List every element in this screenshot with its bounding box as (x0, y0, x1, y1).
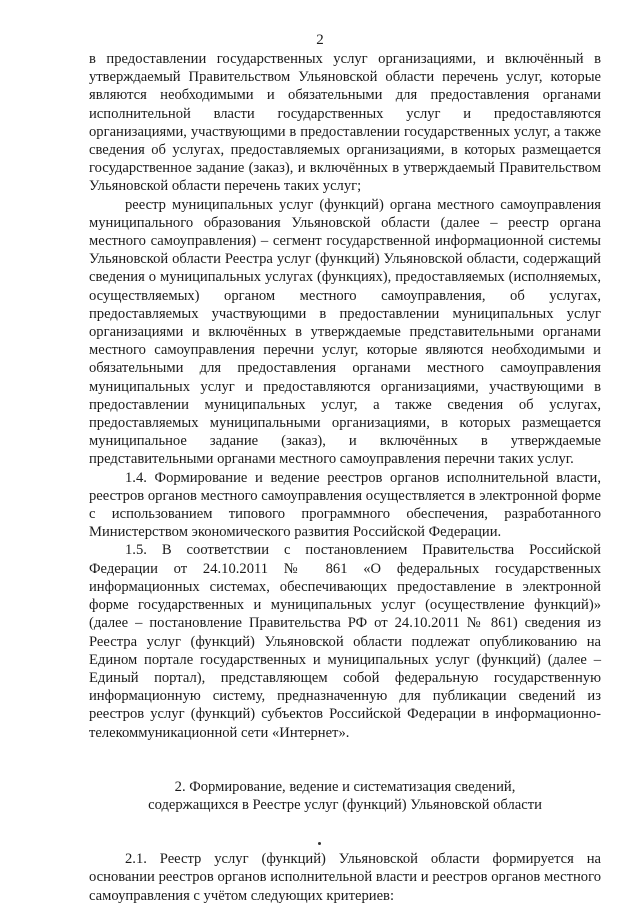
spacer (89, 742, 601, 778)
paragraph-2-1: 2.1. Реестр услуг (функций) Ульяновской области формируется на основании реестров органов исполнительной власти и реестров органов местного самоуправления с учётом следующих критериев: (89, 851, 601, 904)
paragraph-1-4: 1.4. Формирование и ведение реестров органов исполнительной власти, реестров органов местного самоуправления осуществляется в электронной форме с использованием типового программного обеспечения, разработанного Министерством экономического развития Российской Федерации. (89, 469, 601, 541)
page-number: 2 (316, 32, 324, 48)
section-2-heading-line-2: содержащихся в Реестре услуг (функций) Ульяновской области (148, 796, 542, 813)
paragraph-continuation: в предоставлении государственных услуг организациями, и включённый в утверждаемый Правительством Ульяновской области перечень услуг, которые являются необходимыми и обязательными для предоставления органами исполнительной власти государственных услуг и предоставляются организациями, участвующими в предоставлении государственных услуг, а также сведения об услугах, предоставляемых организациями, в которых размещается государственное задание (заказ), и включённых в утверждаемый Правительством Ульяновской области перечень таких услуг; (89, 51, 601, 195)
paragraph-1-5: 1.5. В соответствии с постановлением Правительства Российской Федерации от 24.10.2011 № 861 «О федеральных государственных информационных системах, обеспечивающих предоставление в электронной форме государственных и муниципальных услуг (осуществление функций)» (далее – постановление Правительства РФ от 24.10.2011 № 861) сведения из Реестра услуг (функций) Ульяновской области подлежат опубликованию на Едином портале государственных и муниципальных услуг (функций) (далее – Единый портал), представляющем собой федеральную государственную информационную систему, предназначенную для публикации сведений из реестров услуг (функций) субъектов Российской Федерации в информационно-телекоммуникационной сети «Интернет». (89, 542, 601, 741)
scan-speck (318, 842, 321, 845)
section-2-heading-line-1: 2. Формирование, ведение и систематизация сведений, (174, 778, 516, 795)
paragraph-municipal-registry: реестр муниципальных услуг (функций) органа местного самоуправления муниципального образования Ульяновской области (далее – реестр органа местного самоуправления) – сегмент государственной информационной системы Ульяновской области Реестра услуг (функций) Ульяновской области, содержащий сведения о муниципальных услугах (функциях), предоставляемых (исполняемых, осуществляемых) органом местного самоуправления, об услугах, предоставляемых участвующими в предоставлении муниципальных услуг организациями и включённых в утверждаемые представительными органами местного самоуправления перечни услуг, которые являются необходимыми и обязательными для предоставления органами местного самоуправления муниципальных услуг и предоставляются организациями, участвующими в предоставлении муниципальных услуг, а также сведения об услугах, предоставляемых муниципальными организациями, в которых размещается муниципальное задание (заказ), и включённых в утверждаемые представительными органами местного самоуправления перечни таких услуг. (89, 196, 601, 468)
document-body (89, 50, 601, 905)
spacer (89, 814, 601, 850)
